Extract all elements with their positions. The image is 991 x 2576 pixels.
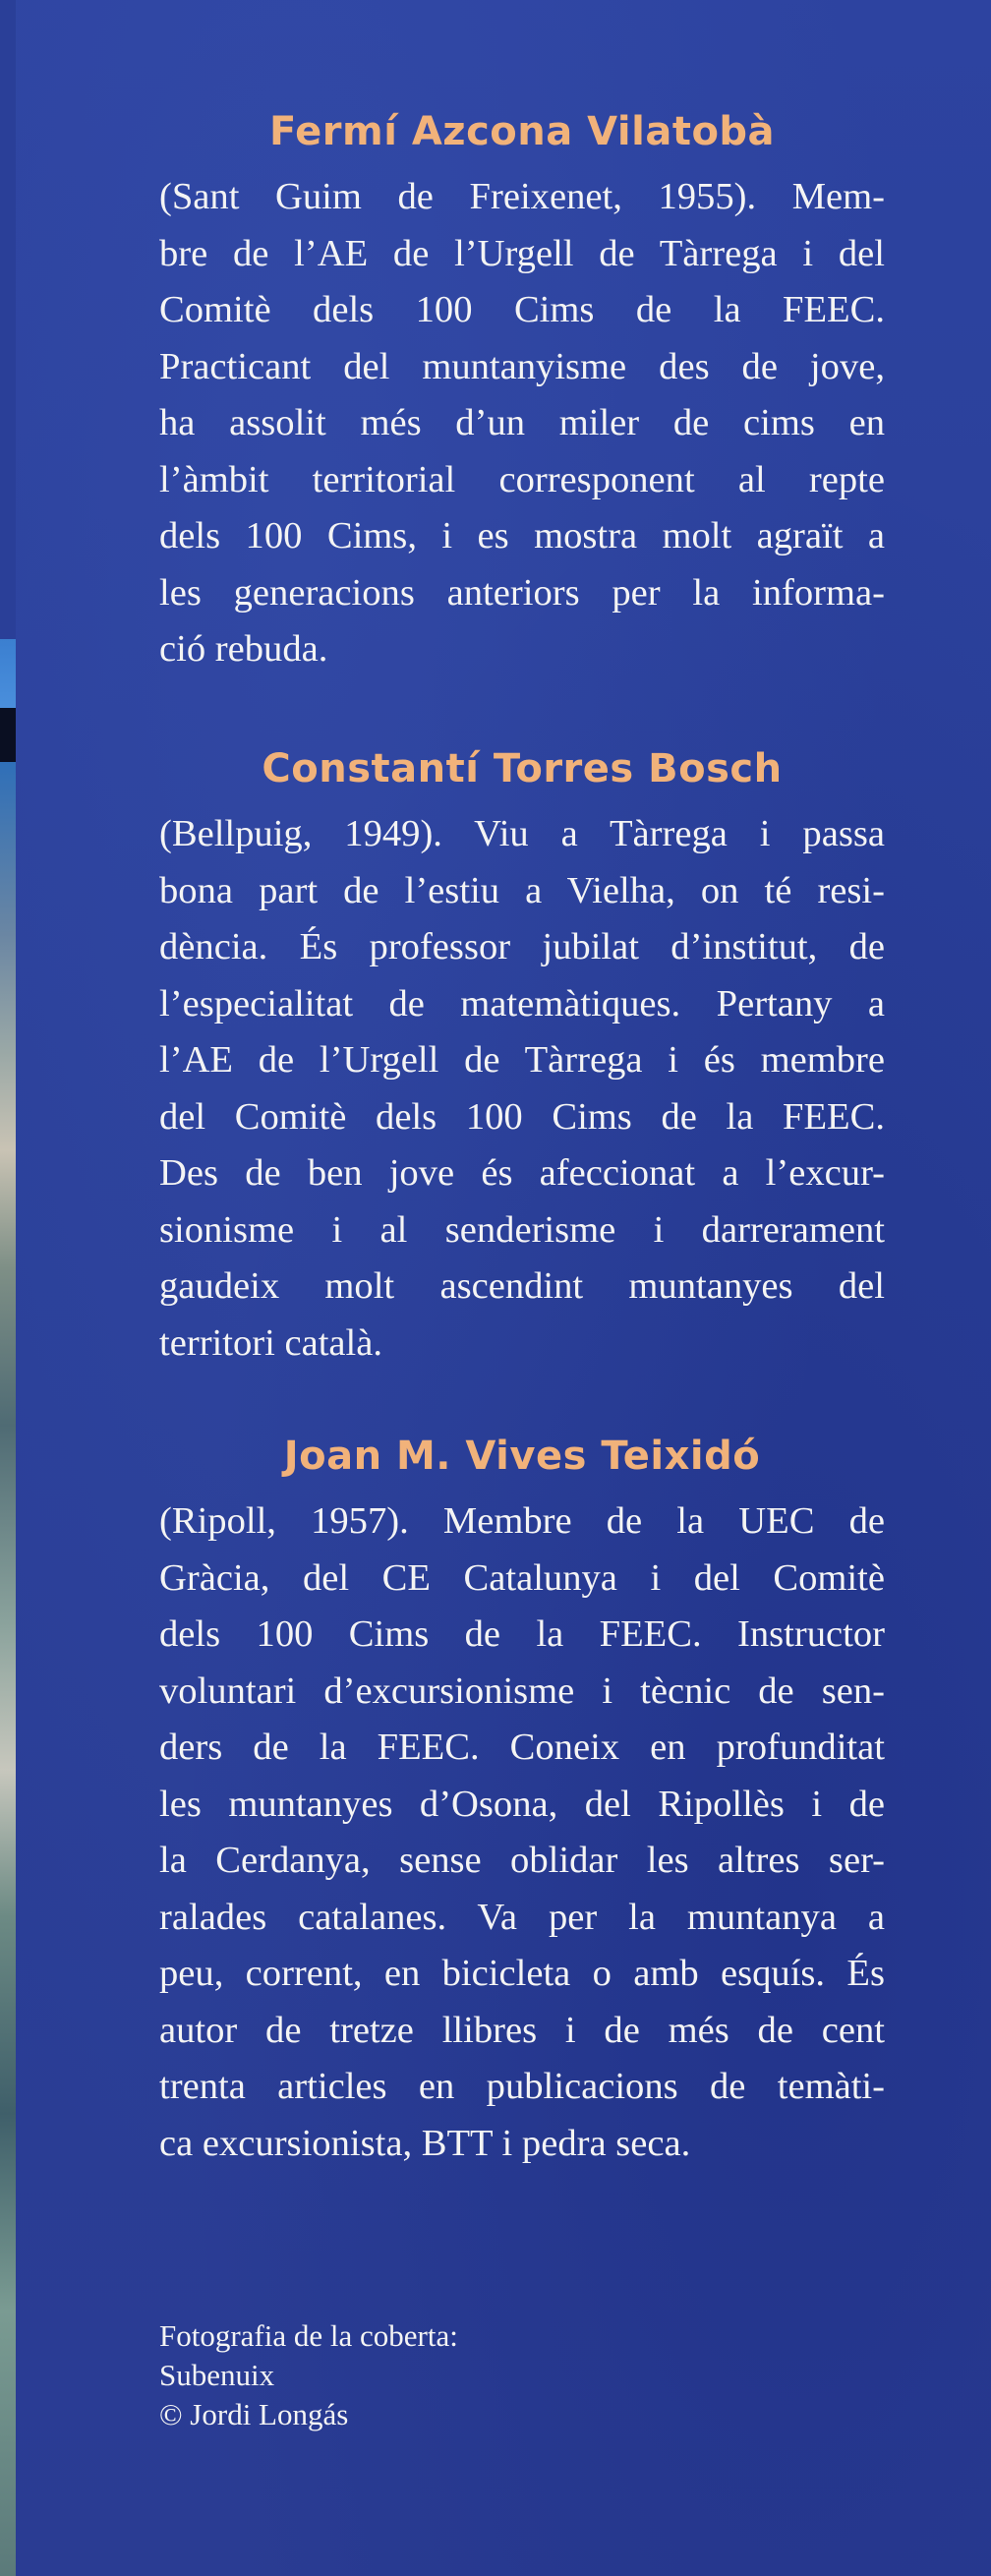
bio-line: Practicant del muntanyisme des de jove, [159, 345, 885, 387]
credits-copyright: © Jordi Longás [159, 2397, 349, 2431]
bio-line: Comitè dels 100 Cims de la FEEC. [159, 289, 885, 330]
bio-line: (Ripoll, 1957). Membre de la UEC de [159, 1500, 885, 1542]
author-section-1 [159, 108, 885, 678]
bio-line: peu, corrent, en bicicleta o amb esquís. És [159, 1953, 885, 1994]
bio-line: territori català. [159, 1321, 383, 1364]
bio-line: ralades catalanes. Va per la muntanya a [159, 1896, 885, 1938]
bio-line: la Cerdanya, sense oblidar les altres ser- [159, 1840, 885, 1881]
author-bio [159, 169, 885, 678]
bio-line: bona part de l’estiu a Vielha, on té resi- [159, 869, 885, 911]
author-name: Fermí Azcona Vilatobà [268, 109, 776, 154]
bio-line: ció rebuda. [159, 628, 328, 670]
bio-line: (Sant Guim de Freixenet, 1955). Mem- [159, 176, 885, 217]
cover-photo-strip [0, 0, 16, 2576]
bio-line: ca excursionista, BTT i pedra seca. [159, 2122, 691, 2164]
bio-line: l’especialitat de matemàtiques. Pertany a [159, 982, 885, 1025]
bio-line: les generacions anteriors per la informa- [159, 571, 885, 614]
credits-location: Subenuix [159, 2358, 275, 2392]
bio-line: autor de tretze llibres i de més de cent [159, 2009, 885, 2051]
bio-line: voluntari d’excursionisme i tècnic de sen- [159, 1669, 885, 1712]
credits-caption: Fotografia de la coberta: [159, 2318, 458, 2353]
cover-photo-edge [0, 639, 16, 2576]
bio-line: l’àmbit territorial corresponent al repte [159, 458, 885, 500]
bio-line: bre de l’AE de l’Urgell de Tàrrega i del [159, 232, 885, 274]
bio-line: dència. És professor jubilat d’institut, de [159, 926, 885, 967]
author-bio [159, 1493, 885, 2172]
bio-line: del Comitè dels 100 Cims de la FEEC. [159, 1095, 885, 1138]
bio-line: trenta articles en publicacions de temàti- [159, 2066, 885, 2107]
bio-line: Des de ben jove és afeccionat a l’excur- [159, 1152, 885, 1194]
author-name: Constantí Torres Bosch [262, 746, 783, 791]
author-bio [159, 806, 885, 1372]
author-section-3 [159, 1433, 885, 2172]
photo-credits [159, 2316, 749, 2434]
bio-line: ders de la FEEC. Coneix en profunditat [159, 1727, 885, 1768]
bio-line: les muntanyes d’Osona, del Ripollès i de [159, 1783, 885, 1825]
bio-line: dels 100 Cims de la FEEC. Instructor [159, 1613, 885, 1655]
bio-line: (Bellpuig, 1949). Viu a Tàrrega i passa [159, 813, 885, 854]
author-name: Joan M. Vives Teixidó [283, 1434, 761, 1479]
bio-line: Gràcia, del CE Catalunya i del Comitè [159, 1556, 885, 1599]
author-section-2 [159, 745, 885, 1372]
bio-line: ha assolit més d’un miler de cims en [159, 402, 885, 443]
bio-line: gaudeix molt ascendint muntanyes del [159, 1265, 885, 1307]
bio-line: dels 100 Cims, i es mostra molt agraït a [159, 515, 885, 556]
bio-line: sionisme i al senderisme i darrerament [159, 1208, 885, 1251]
bio-line: l’AE de l’Urgell de Tàrrega i és membre [159, 1039, 885, 1081]
